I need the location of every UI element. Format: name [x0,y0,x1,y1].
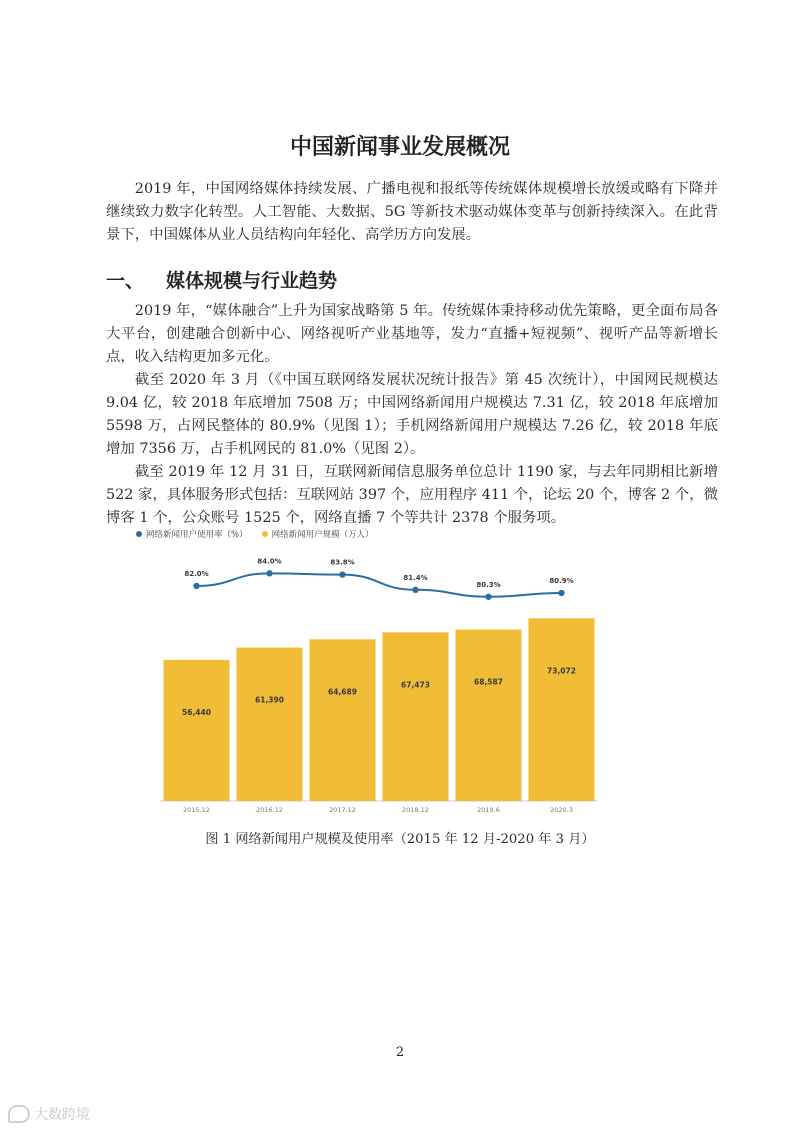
rate-value-label: 84.0% [257,557,282,566]
x-tick-label: 2016.12 [256,806,283,814]
user-scale-chart [150,545,600,817]
bar-value-label: 67,473 [401,680,430,690]
watermark-text: 大数跨境 [34,1107,90,1123]
rate-point [485,594,491,600]
bar-value-label: 56,440 [182,707,211,717]
section-paragraph-1: 2019 年，“媒体融合”上升为国家战略第 5 年。传统媒体秉持移动优先策略，更全面布局各大平台，创建融合创新中心、网络视听产业基地等，发力“直播+短视频”、视听产品等新增长点，收入结构更加多元化。 [106,303,718,365]
x-tick-label: 2019.6 [477,806,500,814]
legend-item-rate [136,528,248,540]
legend-label-rate: 网络新闻用户使用率（%） [146,530,248,540]
rate-value-label: 80.3% [476,580,501,589]
rate-value-label: 83.8% [330,558,355,567]
rate-value-label: 81.4% [403,573,428,582]
rate-point [193,583,199,589]
rate-point [266,570,272,576]
section-heading [106,266,337,293]
rate-series-line [197,573,562,596]
watermark-icon [8,1105,30,1123]
bar-2017.12 [310,639,376,801]
legend-label-scale: 网络新闻用户规模（万人） [271,530,374,540]
legend-dot-rate [136,531,142,537]
bar-value-label: 64,689 [328,687,357,697]
bar-2016.12 [237,648,303,801]
legend-item-scale [262,528,374,540]
legend-dot-scale [262,531,268,537]
watermark-logo [8,1104,90,1124]
intro-paragraph: 2019 年，中国网络媒体持续发展、广播电视和报纸等传统媒体规模增长放缓或略有下降并继续致力数字化转型。人工智能、大数据、5G 等新技术驱动媒体变革与创新持续深入。在此背景下，中国媒体从业人员结构向年轻化、高学历方向发展。 [106,181,718,243]
bar-2015.12 [164,660,230,801]
section-paragraph-2: 截至 2020 年 3 月（《中国互联网络发展状况统计报告》第 45 次统计），中国网民规模达 9.04 亿，较 2018 年底增加 7508 万；中国网络新闻用户规模达 7.31 亿，较 2018 年底增加 5598 万，占网民整体的 80.9%（见图 1）；手机网络新闻用户规模达 7.26 亿，较 2018 年底增加 7356 万，占手机网民的 81.0%（见图 2）。 [106,372,718,457]
x-tick-label: 2017.12 [329,806,356,814]
bar-value-label: 73,072 [547,666,576,676]
page-number: 2 [395,1045,405,1060]
x-tick-label: 2020.3 [550,806,573,814]
bar-value-label: 68,587 [474,677,503,687]
bar-value-label: 61,390 [255,695,284,705]
rate-point [339,571,345,577]
bar-2020.3 [529,618,595,801]
figure-caption: 图 1 网络新闻用户规模及使用率（2015 年 12 月-2020 年 3 月） [205,832,595,847]
section-number: 一、 [106,270,145,292]
chart-legend [136,527,388,541]
rate-value-label: 82.0% [184,570,209,578]
rate-point [558,590,564,596]
x-tick-label: 2015.12 [183,806,210,814]
document-title: 中国新闻事业发展概况 [289,135,510,160]
x-tick-label: 2018.12 [402,806,429,814]
rate-point [412,587,418,593]
bar-2018.12 [383,632,449,801]
section-paragraph-3: 截至 2019 年 12 月 31 日，互联网新闻信息服务单位总计 1190 家，与去年同期相比新增 522 家，具体服务形式包括：互联网站 397 个，应用程序 411 个，论坛 20 个，博客 2 个，微博客 1 个，公众账号 1525 个，网络直播 7 个等共计 2378 个服务项。 [106,464,718,526]
section-heading-text: 媒体规模与行业趋势 [166,270,338,292]
bar-2019.6 [456,630,522,801]
rate-value-label: 80.9% [549,576,574,585]
